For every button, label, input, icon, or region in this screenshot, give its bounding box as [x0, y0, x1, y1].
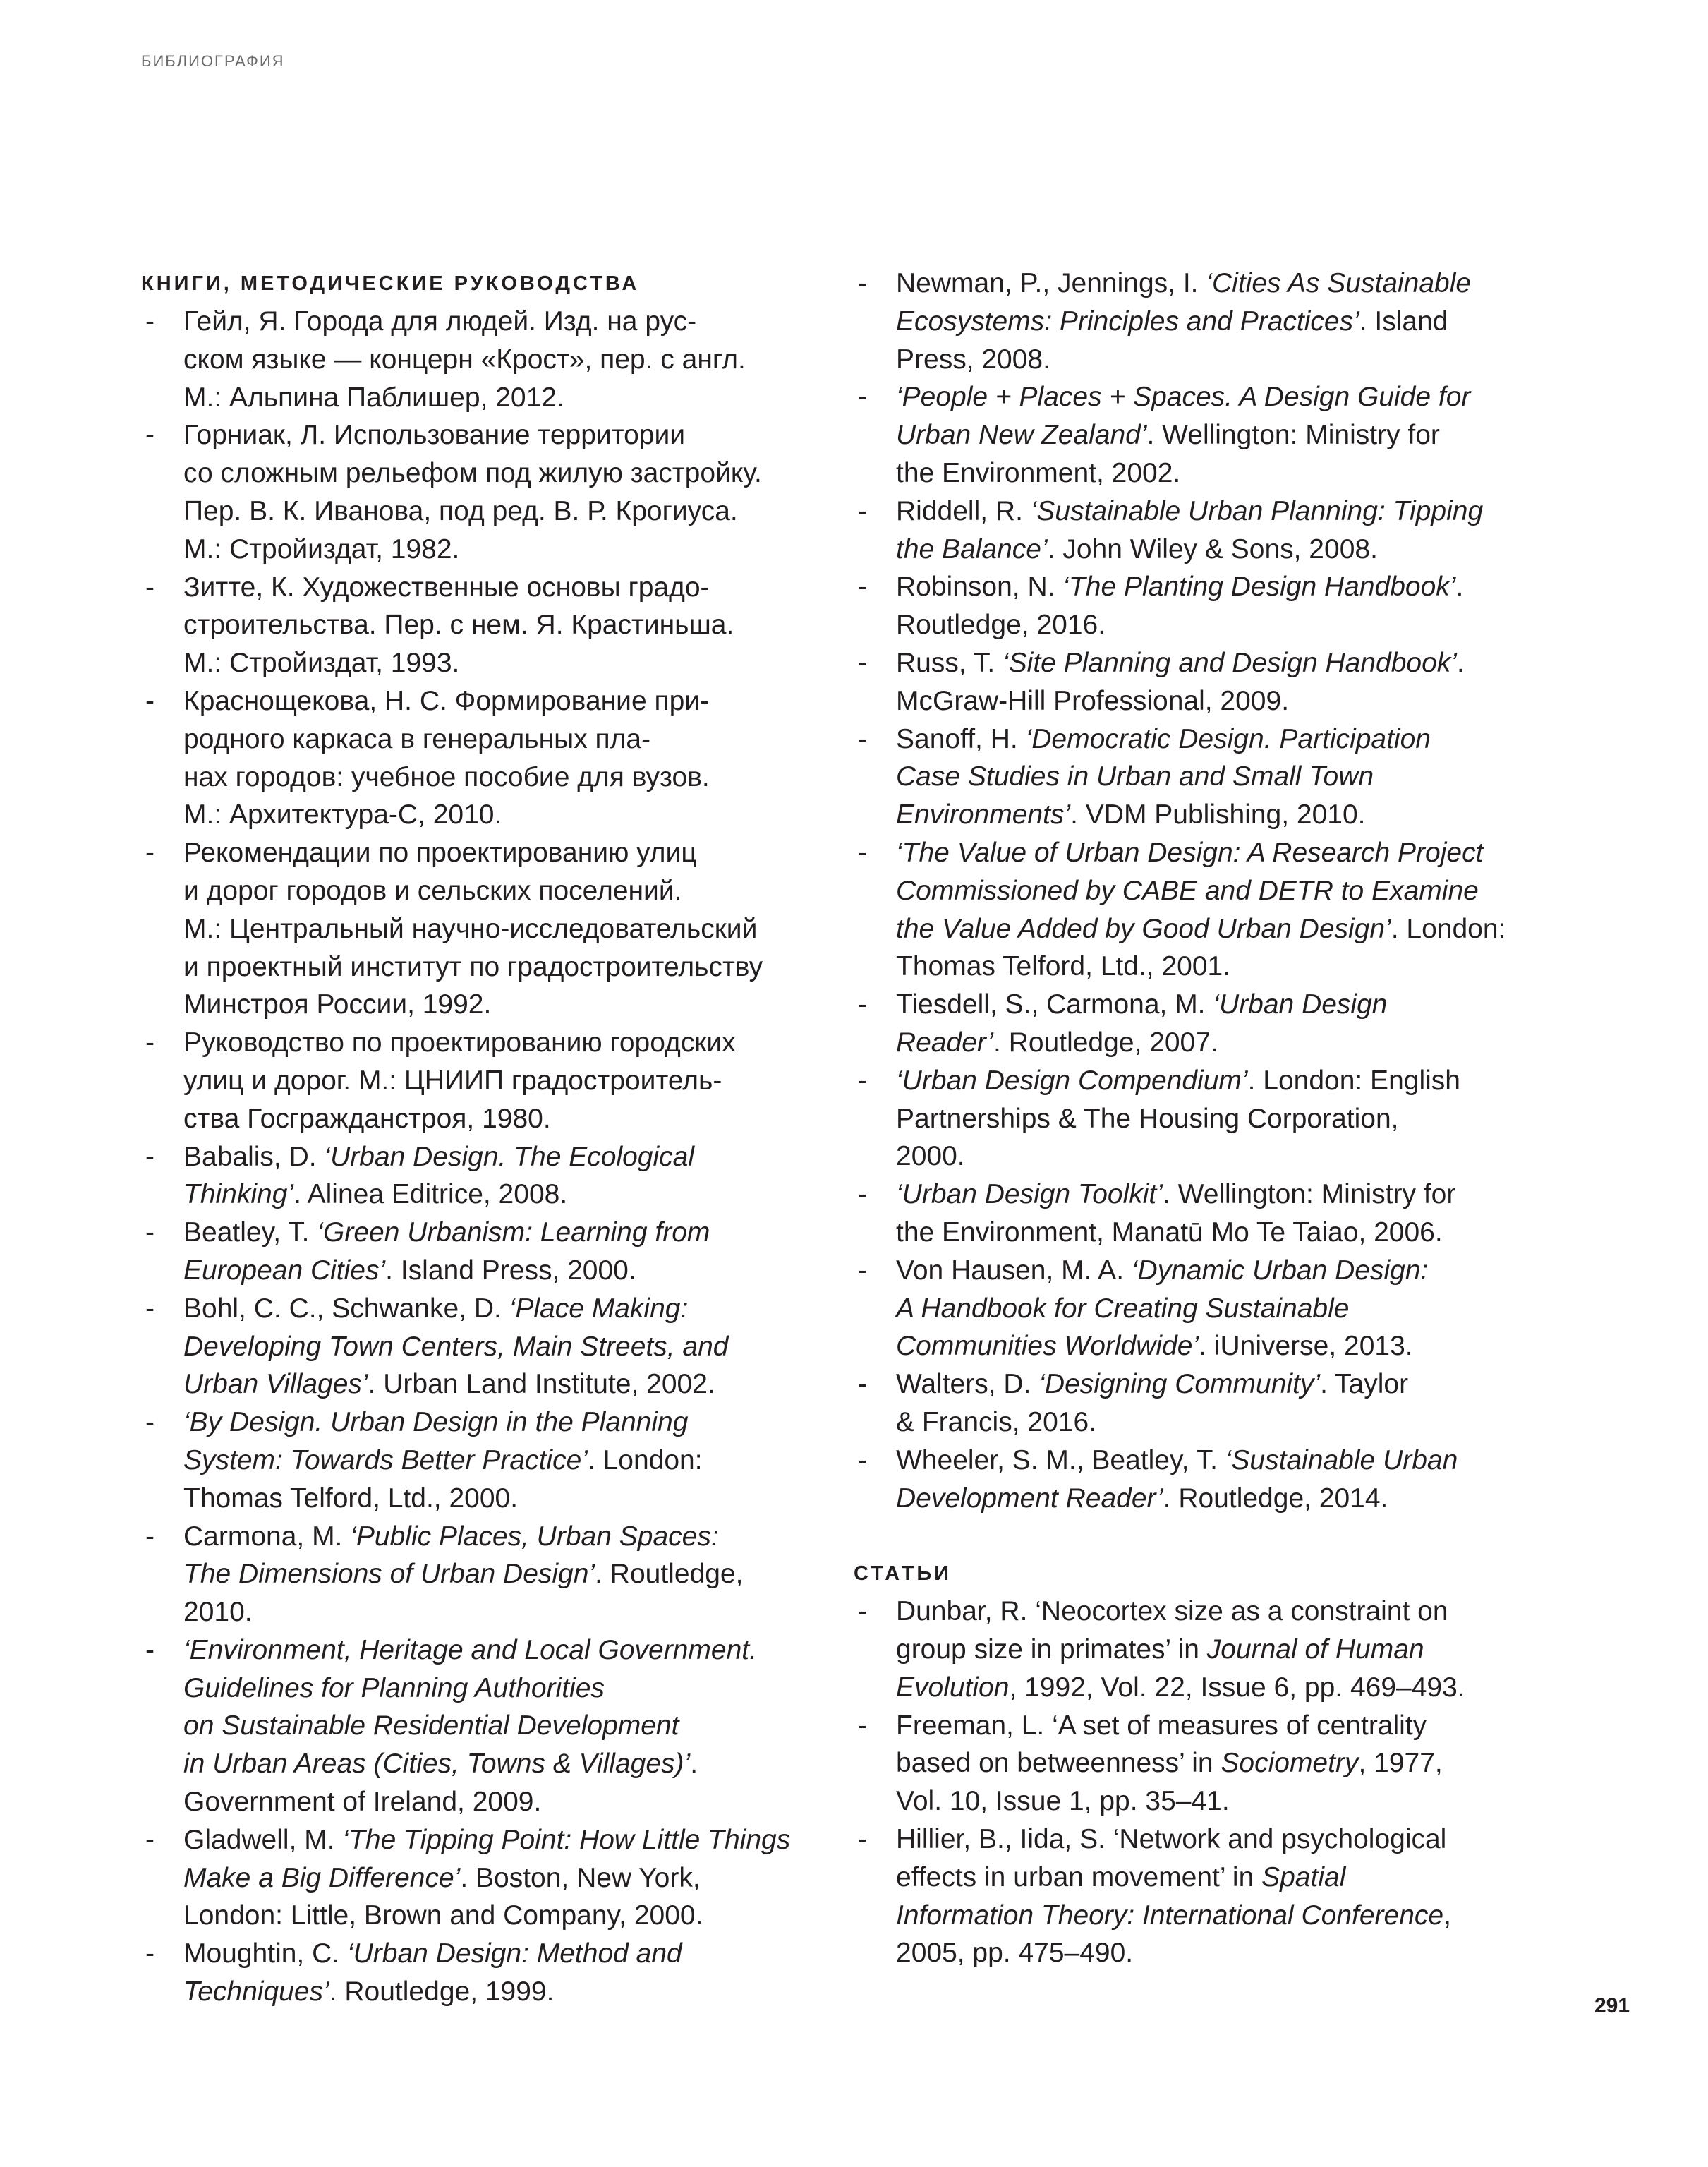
reference-text: Wheeler, S. M., Beatley, T.: [896, 1444, 1225, 1475]
reference-line: [896, 1100, 1573, 1138]
reference-item: [141, 416, 847, 568]
reference-line: [896, 1024, 1573, 1062]
reference-text: . Alinea Editrice, 2008.: [293, 1179, 568, 1210]
reference-title-text: ‘Public Places, Urban Spaces:: [350, 1521, 719, 1552]
reference-line: [896, 1859, 1573, 1897]
reference-item: [854, 720, 1573, 834]
reference-text: . Wellington: Ministry for: [1162, 1179, 1456, 1210]
reference-text: effects in urban movement’ in: [896, 1861, 1262, 1893]
reference-line: [896, 416, 1573, 454]
reference-title-text: Information Theory: International Conference: [896, 1900, 1444, 1931]
reference-item: [141, 1821, 847, 1935]
reference-title-text: Developing Town Centers, Main Streets, and: [183, 1331, 729, 1362]
reference-text: 2000.: [896, 1141, 965, 1172]
reference-line: [183, 1593, 847, 1631]
reference-text: . Island: [1359, 306, 1448, 337]
reference-item: [854, 1252, 1573, 1365]
reference-line: [183, 1214, 847, 1252]
reference-line: [183, 379, 847, 417]
reference-line: [183, 1365, 847, 1404]
list-dash: -: [145, 1634, 155, 1665]
reference-line: [183, 1631, 847, 1670]
list-dash: -: [145, 685, 155, 716]
reference-text: Vol. 10, Issue 1, pp. 35–41.: [896, 1786, 1230, 1817]
reference-text: родного каркаса в генеральных пла-: [183, 723, 651, 754]
reference-title-text: ‘People + Places + Spaces. A Design Guide for: [896, 382, 1471, 413]
reference-text: . London: English: [1247, 1065, 1460, 1096]
list-dash: -: [858, 1065, 867, 1096]
reference-text: Robinson, N.: [896, 572, 1063, 603]
reference-text: Dunbar, R. ‘Neocortex size as a constraint on: [896, 1596, 1448, 1627]
reference-text: Government of Ireland, 2009.: [183, 1787, 542, 1818]
reference-title-text: Sociometry: [1221, 1748, 1359, 1779]
list-dash: -: [858, 1710, 867, 1741]
reference-text: , 1977,: [1358, 1748, 1443, 1779]
reference-line: [896, 1176, 1573, 1214]
reference-text: the Environment, Manatū Mo Te Taiao, 2006.: [896, 1217, 1443, 1248]
reference-text: . Boston, New York,: [460, 1862, 701, 1893]
list-dash: -: [858, 495, 867, 526]
reference-text: McGraw-Hill Professional, 2009.: [896, 685, 1290, 716]
reference-title-text: on Sustainable Residential Development: [183, 1710, 679, 1742]
reference-title-text: Make a Big Difference’: [183, 1862, 461, 1893]
reference-line: [183, 1973, 847, 2011]
reference-line: [183, 1442, 847, 1480]
reference-line: [896, 1062, 1573, 1100]
list-dash: -: [858, 647, 867, 678]
reference-title-text: ‘The Value of Urban Design: A Research Project: [896, 837, 1484, 868]
reference-line: [896, 948, 1573, 986]
reference-text: . Routledge, 2007.: [993, 1027, 1218, 1058]
reference-line: [183, 454, 847, 493]
reference-text: Gladwell, M.: [183, 1824, 343, 1855]
reference-title-text: Techniques’: [183, 1976, 329, 2008]
reference-text: . Routledge, 1999.: [329, 1976, 555, 2008]
reference-line: [896, 1480, 1573, 1518]
reference-title-text: ‘Sustainable Urban: [1225, 1444, 1458, 1475]
reference-text: . London:: [1391, 913, 1506, 944]
reference-line: [896, 1404, 1573, 1442]
list-dash: -: [858, 382, 867, 413]
reference-title-text: ‘Cities As Sustainable: [1206, 268, 1472, 298]
list-dash: -: [858, 837, 867, 868]
reference-title-text: in Urban Areas (Cities, Towns & Villages)’: [183, 1749, 691, 1780]
reference-line: [896, 1744, 1573, 1782]
reference-title-text: Commissioned by CABE and DETR to Examine: [896, 875, 1479, 906]
reference-text: the Environment, 2002.: [896, 457, 1181, 488]
reference-text: group size in primates’ in: [896, 1634, 1207, 1665]
left-column: [141, 265, 847, 2011]
reference-line: [183, 644, 847, 682]
reference-text: . Routledge,: [595, 1559, 744, 1590]
reference-text: М.: Стройиздат, 1993.: [183, 648, 460, 679]
reference-line: [896, 531, 1573, 569]
reference-title-text: ‘Environment, Heritage and Local Government.: [183, 1634, 757, 1665]
reference-line: [183, 1745, 847, 1783]
reference-text: Гейл, Я. Города для людей. Изд. на рус-: [183, 306, 697, 337]
reference-line: [183, 1100, 847, 1138]
reference-item: [854, 493, 1573, 569]
list-dash: -: [858, 268, 867, 298]
reference-title-text: the Balance’: [896, 533, 1048, 565]
reference-item: [141, 303, 847, 416]
reference-line: [896, 1593, 1573, 1631]
reference-title-text: Guidelines for Planning Authorities: [183, 1672, 605, 1703]
reference-text: Tiesdell, S., Carmona, M.: [896, 989, 1213, 1020]
reference-line: [896, 986, 1573, 1024]
reference-text: . Taylor: [1320, 1369, 1409, 1400]
reference-text: ,: [1443, 1900, 1451, 1931]
reference-text: Bohl, C. C., Schwanke, D.: [183, 1293, 509, 1324]
reference-text: based on betweenness’ in: [896, 1748, 1221, 1779]
reference-line: [896, 1442, 1573, 1480]
reference-line: [896, 1897, 1573, 1935]
reference-line: [896, 1707, 1573, 1745]
list-dash: -: [858, 989, 867, 1020]
reference-line: [183, 1290, 847, 1328]
reference-line: [183, 1935, 847, 1973]
reference-text: Riddell, R.: [896, 495, 1031, 526]
list-dash: -: [858, 723, 867, 754]
reference-line: [183, 1328, 847, 1366]
reference-item: [141, 1214, 847, 1290]
reference-line: [183, 1252, 847, 1290]
reference-line: [896, 303, 1573, 341]
reference-text: М.: Стройиздат, 1982.: [183, 533, 460, 565]
reference-text: Partnerships & The Housing Corporation,: [896, 1103, 1399, 1134]
reference-line: [183, 1404, 847, 1442]
reference-line: [896, 1631, 1573, 1669]
reference-item: [141, 1631, 847, 1821]
list-dash: -: [858, 1824, 867, 1855]
reference-line: [896, 1782, 1573, 1821]
reference-text: . Routledge, 2014.: [1163, 1483, 1388, 1514]
reference-text: нах городов: учебное пособие для вузов.: [183, 761, 710, 792]
reference-item: [141, 1404, 847, 1517]
reference-text: Пер. В. К. Иванова, под ред. В. Р. Крогиуса.: [183, 495, 738, 526]
reference-text: Thomas Telford, Ltd., 2000.: [183, 1483, 519, 1514]
reference-item: [141, 1518, 847, 1631]
reference-line: [183, 303, 847, 341]
reference-line: [896, 568, 1573, 606]
reference-line: [896, 644, 1573, 682]
reference-line: [183, 1859, 847, 1897]
list-dash: -: [145, 572, 155, 603]
reference-item: [854, 1707, 1573, 1821]
reference-title-text: Case Studies in Urban and Small Town: [896, 761, 1374, 792]
reference-item: [141, 1024, 847, 1137]
reference-line: [896, 265, 1573, 303]
reference-text: строительства. Пер. с нем. Я. Крастиньша.: [183, 610, 734, 641]
reference-text: Freeman, L. ‘A set of measures of centrality: [896, 1710, 1427, 1741]
reference-title-text: ‘The Planting Design Handbook’: [1062, 572, 1456, 603]
reference-text: Sanoff, H.: [896, 723, 1026, 754]
reference-title-text: ‘Designing Community’: [1038, 1369, 1321, 1400]
reference-item: [854, 1821, 1573, 1972]
reference-text: . Wellington: Ministry for: [1146, 420, 1440, 451]
list-dash: -: [145, 306, 155, 337]
reference-text: ском языке — концерн «Крост», пер. с англ.: [183, 344, 746, 375]
reference-text: Горниак, Л. Использование территории: [183, 420, 686, 451]
reference-item: [141, 834, 847, 1024]
reference-line: [183, 759, 847, 797]
list-dash: -: [858, 1596, 867, 1627]
reference-line: [183, 872, 847, 910]
reference-text: Краснощекова, Н. С. Формирование при-: [183, 685, 710, 716]
reference-title-text: ‘Place Making:: [509, 1293, 689, 1324]
reference-title-text: ‘Urban Design Toolkit’: [896, 1179, 1163, 1210]
reference-text: Минстроя России, 1992.: [183, 989, 492, 1020]
list-dash: -: [145, 1217, 155, 1248]
reference-text: Moughtin, C.: [183, 1938, 347, 1969]
books-continued-list: [854, 265, 1573, 1517]
reference-line: [896, 1934, 1573, 1972]
reference-title-text: Urban Villages’: [183, 1369, 368, 1400]
list-dash: -: [858, 572, 867, 603]
reference-line: [896, 682, 1573, 720]
reference-title-text: Ecosystems: Principles and Practices’: [896, 306, 1359, 337]
reference-text: и дорог городов и сельских поселений.: [183, 875, 682, 906]
reference-line: [183, 1897, 847, 1935]
reference-item: [141, 1935, 847, 2011]
reference-text: Carmona, M.: [183, 1521, 351, 1552]
reference-title-text: Environments’: [896, 799, 1071, 831]
reference-item: [854, 1442, 1573, 1518]
reference-text: Зитте, К. Художественные основы градо-: [183, 572, 710, 603]
articles-section-title: СТАТЬИ: [854, 1562, 952, 1586]
reference-title-text: Journal of Human: [1206, 1634, 1424, 1665]
reference-title-text: Reader’: [896, 1027, 994, 1058]
reference-item: [854, 986, 1573, 1062]
reference-line: [896, 758, 1573, 796]
reference-line: [896, 720, 1573, 759]
reference-title-text: ‘Site Planning and Design Handbook’: [1003, 647, 1457, 678]
reference-line: [896, 493, 1573, 531]
list-dash: -: [145, 1938, 155, 1969]
reference-title-text: ‘Urban Design: [1213, 989, 1388, 1020]
reference-text: . London:: [587, 1444, 703, 1475]
reference-line: [183, 1555, 847, 1593]
page-number: 291: [1594, 1994, 1630, 2017]
reference-line: [896, 1327, 1573, 1365]
reference-line: [183, 1783, 847, 1821]
reference-text: Newman, P., Jennings, I.: [896, 268, 1206, 298]
reference-line: [183, 493, 847, 531]
reference-item: [141, 682, 847, 834]
reference-line: [183, 986, 847, 1024]
reference-title-text: The Dimensions of Urban Design’: [183, 1559, 595, 1590]
reference-title-text: ‘Urban Design. The Ecological: [324, 1141, 695, 1172]
reference-title-text: Spatial: [1261, 1861, 1346, 1893]
reference-item: [854, 568, 1573, 644]
reference-title-text: ‘Urban Design: Method and: [346, 1938, 682, 1969]
reference-title-text: the Value Added by Good Urban Design’: [896, 913, 1391, 944]
reference-item: [141, 569, 847, 682]
reference-line: [896, 834, 1573, 872]
reference-text: Babalis, D.: [183, 1141, 325, 1172]
reference-text: М.: Архитектура-С, 2010.: [183, 799, 502, 831]
list-dash: -: [145, 1027, 155, 1058]
reference-title-text: ‘Democratic Design. Participation: [1025, 723, 1431, 754]
reference-text: . John Wiley & Sons, 2008.: [1047, 533, 1378, 565]
reference-line: [896, 1252, 1573, 1290]
reference-line: [896, 606, 1573, 644]
reference-line: [183, 720, 847, 759]
reference-item: [141, 1290, 847, 1404]
reference-text: 2005, pp. 475–490.: [896, 1938, 1134, 1969]
reference-text: ства Госгражданстроя, 1980.: [183, 1103, 551, 1134]
reference-line: [183, 1821, 847, 1859]
reference-line: [896, 1821, 1573, 1859]
reference-text: . VDM Publishing, 2010.: [1070, 799, 1366, 831]
reference-line: [896, 378, 1573, 416]
reference-line: [183, 531, 847, 569]
reference-text: Press, 2008.: [896, 344, 1050, 375]
reference-text: . Urban Land Institute, 2002.: [368, 1369, 715, 1400]
reference-line: [183, 1480, 847, 1518]
reference-text: М.: Альпина Паблишер, 2012.: [183, 382, 564, 413]
list-dash: -: [145, 838, 155, 869]
reference-title-text: ‘Green Urbanism: Learning from: [317, 1217, 710, 1248]
reference-item: [854, 265, 1573, 378]
reference-line: [183, 1176, 847, 1214]
reference-line: [183, 416, 847, 454]
reference-item: [854, 644, 1573, 720]
list-dash: -: [858, 1369, 867, 1400]
list-dash: -: [858, 1255, 867, 1286]
reference-line: [183, 796, 847, 834]
articles-list: [854, 1593, 1573, 1972]
reference-text: .: [690, 1749, 698, 1780]
reference-text: . Island Press, 2000.: [385, 1255, 636, 1286]
reference-line: [183, 1062, 847, 1100]
reference-text: со сложным рельефом под жилую застройку.: [183, 458, 762, 489]
reference-title-text: ‘The Tipping Point: How Little Things: [342, 1824, 791, 1855]
reference-title-text: Communities Worldwide’: [896, 1331, 1199, 1362]
reference-text: . iUniverse, 2013.: [1199, 1331, 1413, 1362]
reference-title-text: Urban New Zealand’: [896, 420, 1147, 451]
list-dash: -: [145, 1824, 155, 1855]
reference-item: [854, 378, 1573, 492]
reference-text: & Francis, 2016.: [896, 1406, 1096, 1437]
right-column: [854, 265, 1573, 1972]
reference-line: [183, 1670, 847, 1708]
reference-text: Von Hausen, M. A.: [896, 1255, 1132, 1286]
reference-line: [183, 1138, 847, 1176]
reference-text: 2010.: [183, 1597, 253, 1628]
reference-item: [854, 1593, 1573, 1706]
reference-line: [183, 606, 847, 644]
list-dash: -: [145, 1407, 155, 1438]
section-spacer: [854, 1517, 1573, 1555]
reference-item: [854, 1176, 1573, 1252]
reference-text: Thomas Telford, Ltd., 2001.: [896, 951, 1231, 982]
reference-text: и проектный институт по градостроительству: [183, 951, 763, 982]
list-dash: -: [145, 1141, 155, 1172]
reference-line: [183, 1707, 847, 1745]
reference-title-text: System: Towards Better Practice’: [183, 1444, 588, 1475]
reference-text: , 1992, Vol. 22, Issue 6, pp. 469–493.: [1009, 1672, 1465, 1703]
reference-title-text: A Handbook for Creating Sustainable: [896, 1293, 1350, 1324]
reference-line: [896, 1365, 1573, 1404]
reference-text: Beatley, T.: [183, 1217, 317, 1248]
reference-line: [896, 910, 1573, 948]
reference-line: [183, 834, 847, 872]
reference-title-text: ‘By Design. Urban Design in the Planning: [183, 1407, 689, 1438]
list-dash: -: [145, 1293, 155, 1324]
reference-title-text: ‘Urban Design Compendium’: [896, 1065, 1248, 1096]
reference-line: [896, 1669, 1573, 1707]
reference-line: [183, 910, 847, 948]
books-list: [141, 303, 847, 2011]
reference-text: Рекомендации по проектированию улиц: [183, 838, 697, 869]
running-header: БИБЛИОГРАФИЯ: [141, 52, 285, 70]
reference-line: [896, 341, 1573, 379]
reference-text: М.: Центральный научно-исследовательский: [183, 913, 758, 944]
reference-title-text: Evolution: [896, 1672, 1010, 1703]
reference-title-text: ‘Sustainable Urban Planning: Tipping: [1030, 495, 1484, 526]
list-dash: -: [858, 1179, 867, 1210]
reference-title-text: ‘Dynamic Urban Design:: [1131, 1255, 1429, 1286]
reference-text: Russ, T.: [896, 647, 1003, 678]
reference-title-text: Development Reader’: [896, 1483, 1163, 1514]
reference-line: [183, 341, 847, 379]
reference-text: Hillier, B., Iida, S. ‘Network and psychological: [896, 1824, 1447, 1855]
reference-line: [896, 796, 1573, 834]
reference-text: Walters, D.: [896, 1369, 1039, 1400]
reference-item: [854, 834, 1573, 986]
reference-line: [183, 1518, 847, 1556]
reference-line: [896, 1290, 1573, 1328]
reference-line: [896, 454, 1573, 493]
reference-item: [854, 1365, 1573, 1442]
reference-title-text: Thinking’: [183, 1179, 294, 1210]
list-dash: -: [145, 1521, 155, 1552]
reference-line: [183, 948, 847, 986]
reference-text: Руководство по проектированию городских: [183, 1027, 736, 1058]
list-dash: -: [145, 420, 155, 451]
reference-text: Routledge, 2016.: [896, 610, 1106, 641]
reference-text: .: [1456, 647, 1465, 678]
reference-text: улиц и дорог. М.: ЦНИИП градостроитель-: [183, 1065, 722, 1096]
reference-item: [854, 1062, 1573, 1176]
reference-line: [896, 872, 1573, 910]
reference-item: [141, 1138, 847, 1214]
reference-text: London: Little, Brown and Company, 2000.: [183, 1900, 703, 1931]
reference-line: [896, 1137, 1573, 1176]
list-dash: -: [858, 1444, 867, 1475]
reference-line: [183, 1024, 847, 1062]
books-section-title: КНИГИ, МЕТОДИЧЕСКИЕ РУКОВОДСТВА: [141, 272, 640, 295]
reference-line: [896, 1214, 1573, 1252]
reference-line: [183, 682, 847, 720]
reference-line: [183, 569, 847, 607]
reference-title-text: European Cities’: [183, 1255, 386, 1286]
reference-text: .: [1455, 572, 1464, 603]
